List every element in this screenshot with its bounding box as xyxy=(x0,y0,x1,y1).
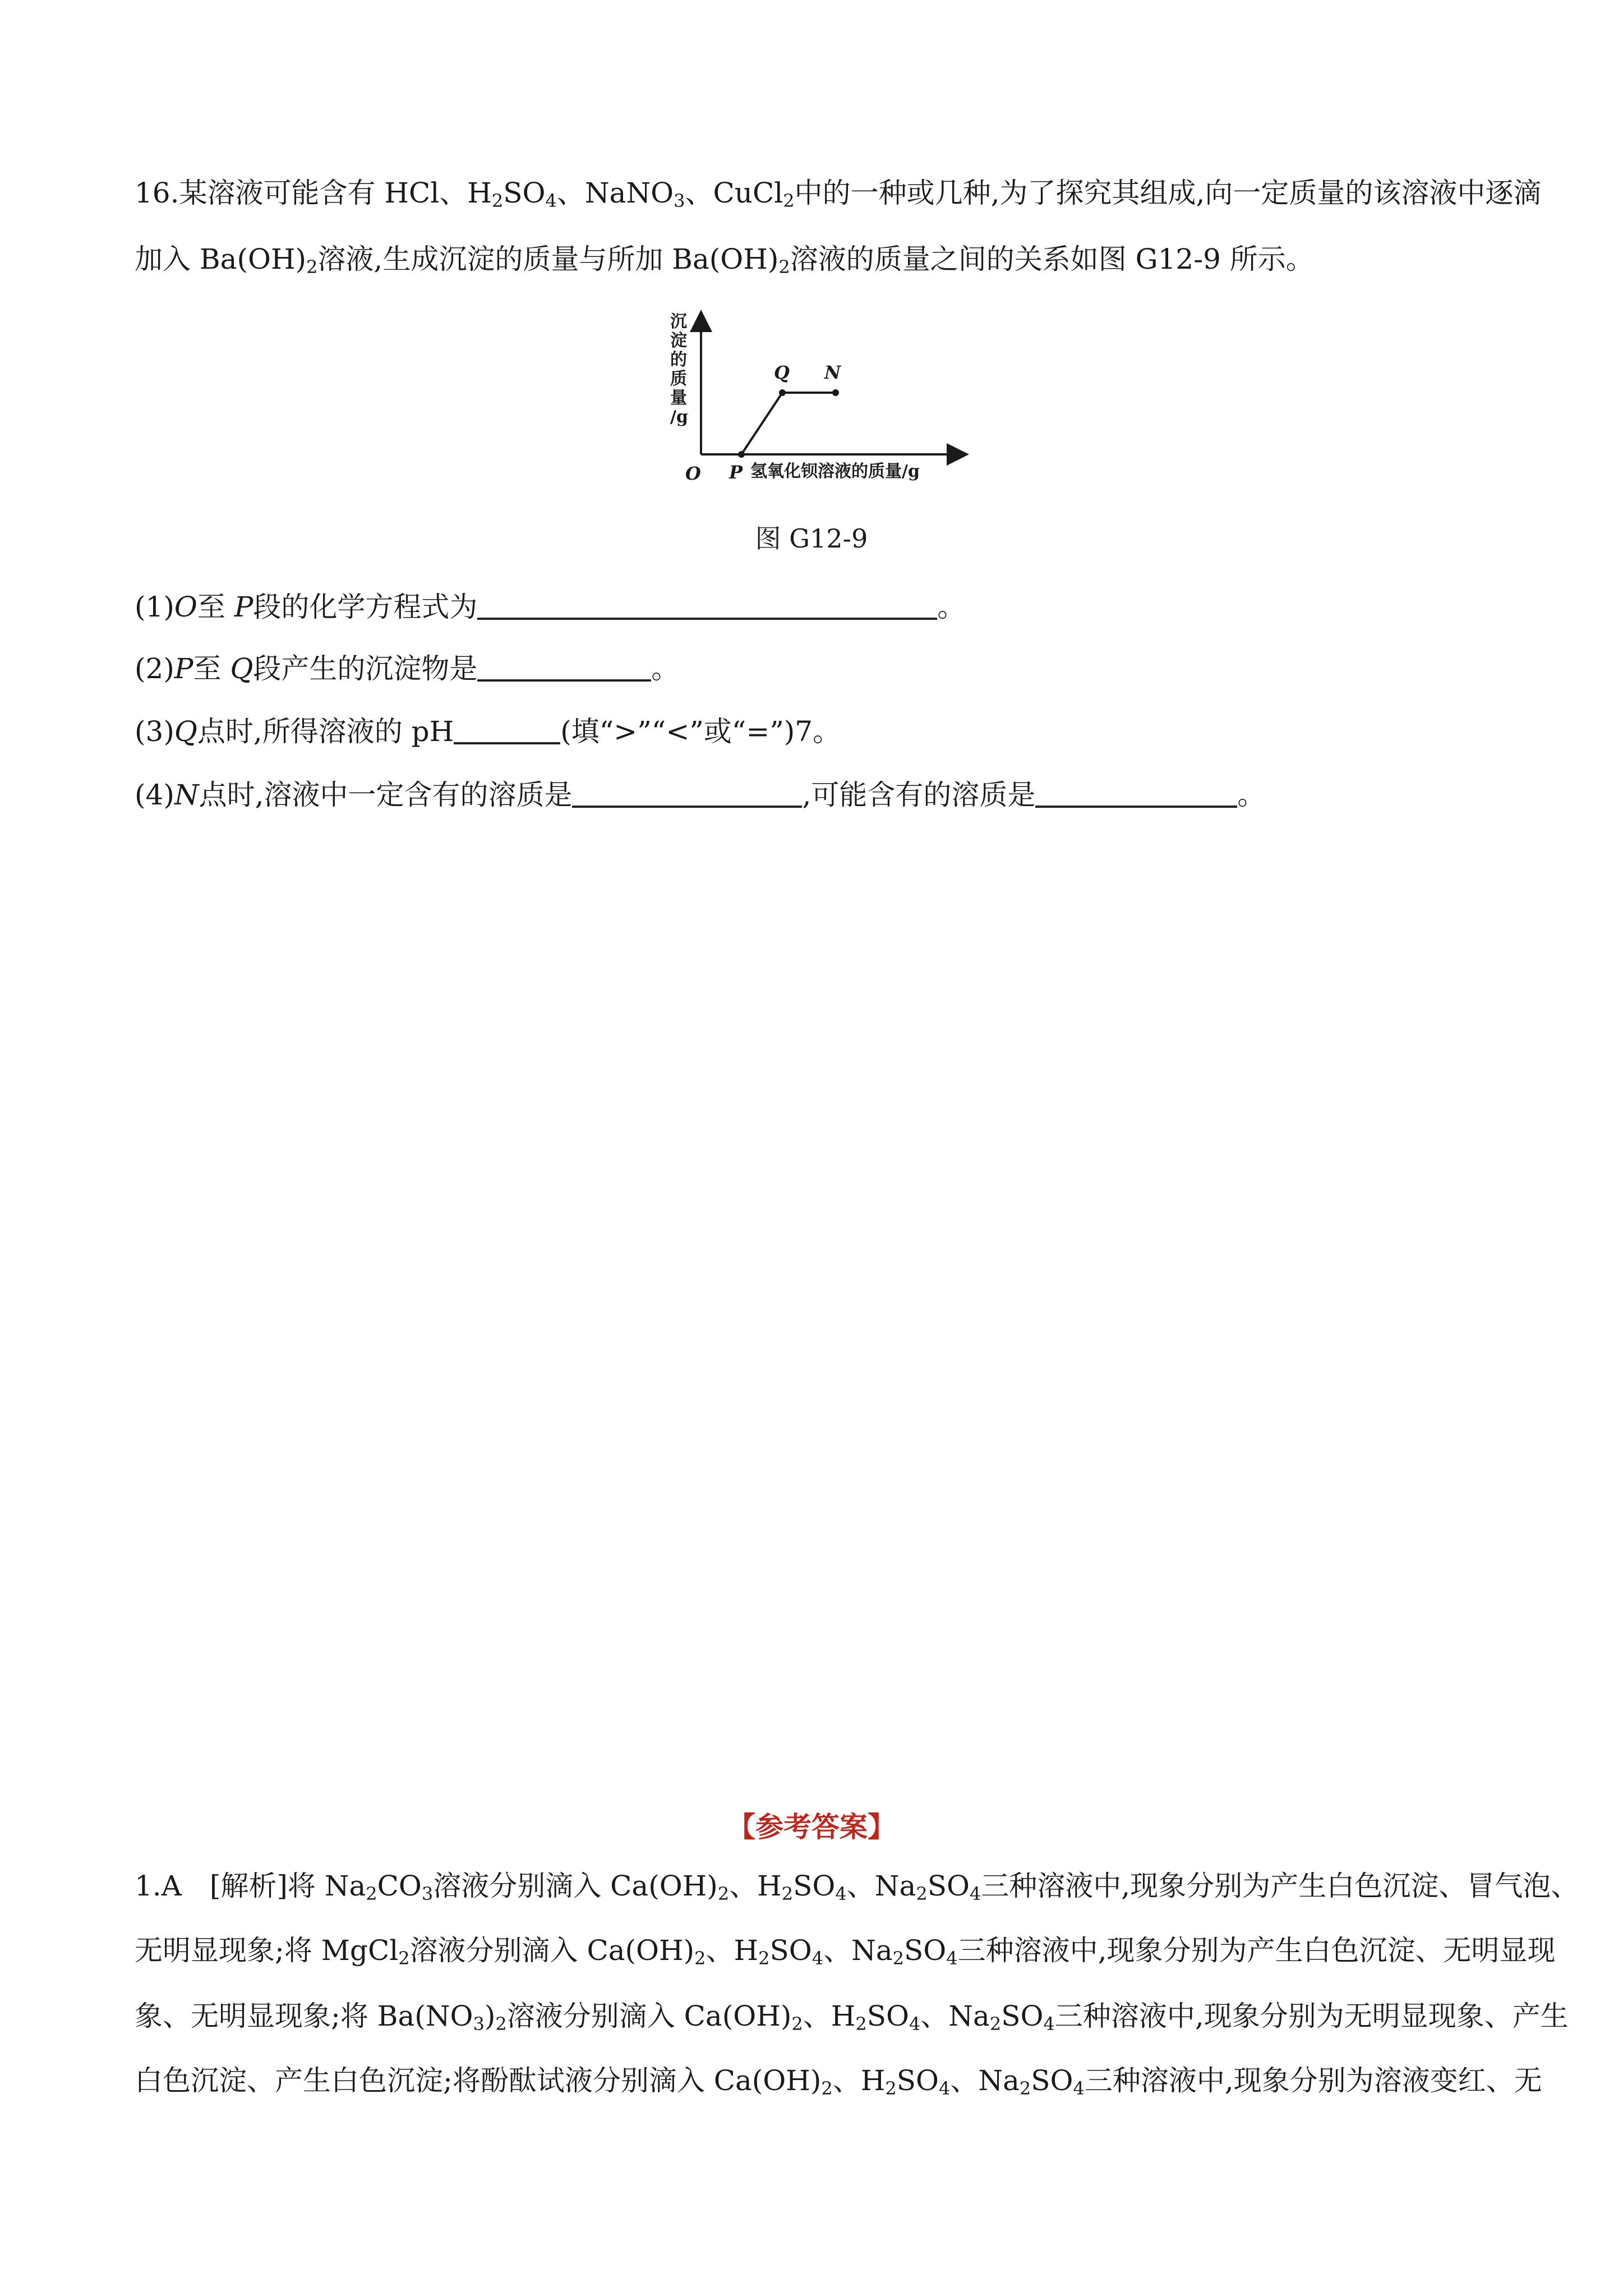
origin-label: O xyxy=(685,463,701,484)
answer-line-1: 1.A [解析]将 $Na_2CO_3$溶液分别滴入 $Ca(OH)_2$、$H_2SO_4$、$Na_2SO_4$三种溶液中,现象分别为产生白色沉淀、冒气泡、 xyxy=(135,1870,1579,1904)
answer-blank-1[interactable] xyxy=(477,593,937,620)
precipitate-graph xyxy=(656,306,970,491)
x-axis-label: 氢氧化钡溶液的质量/g xyxy=(750,462,920,481)
answer-line-4: 白色沉淀、产生白色沉淀;将酚酞试液分别滴入 $Ca(OH)_2$、$H_2SO_4$、$Na_2SO_4$三种溶液中,现象分别为溶液变红、无 xyxy=(135,2064,1542,2099)
y-axis-label-char: 的 xyxy=(670,350,687,370)
sub-question-1: (1)O至 P段的化学方程式为 。 xyxy=(135,591,966,623)
point-q-label: Q xyxy=(774,362,790,383)
data-line xyxy=(741,393,836,454)
point-n-label: N xyxy=(824,362,841,383)
y-axis-label-char: 质 xyxy=(670,369,687,389)
answers-title: 【参考答案】 xyxy=(727,1811,896,1843)
question-line-1: 16.某溶液可能含有 HCl、$H_2SO_4$、NaNO$_3$、CuCl$_2$中的一种或几种,为了探究其组成,向一定质量的该溶液中逐滴 xyxy=(135,177,1542,211)
y-axis-label-char: 量 xyxy=(670,388,687,408)
figure-caption: 图 G12-9 xyxy=(755,523,868,554)
point-p-marker xyxy=(738,451,745,458)
question-line-2: 加入 $Ba(OH)_2$溶液,生成沉淀的质量与所加 $Ba(OH)_2$溶液的质量之间的关系如图 G12-9 所示。 xyxy=(135,243,1314,278)
sub-question-2: (2)P至 Q段产生的沉淀物是 。 xyxy=(135,652,680,685)
answer-blank-4b[interactable] xyxy=(1035,781,1237,808)
answer-blank-4a[interactable] xyxy=(572,781,802,808)
point-q-marker xyxy=(779,389,786,396)
point-n-marker xyxy=(832,389,839,396)
y-axis-label-char: /g xyxy=(670,407,688,427)
y-axis-label-char: 淀 xyxy=(670,331,687,351)
answer-line-3: 象、无明显现象;将 $Ba(NO_3)_2$溶液分别滴入 $Ca(OH)_2$、$H_2SO_4$、$Na_2SO_4$三种溶液中,现象分别为无明显现象、产生 xyxy=(135,2000,1569,2035)
question-number: 16. xyxy=(135,177,179,209)
y-axis-label-char: 沉 xyxy=(670,312,687,332)
answer-blank-3[interactable] xyxy=(454,717,560,744)
point-p-label: P xyxy=(729,462,743,483)
sub-question-3: (3)Q点时,所得溶液的 pH (填“>”“<”或“=”)7。 xyxy=(135,715,841,748)
answer-line-2: 无明显现象;将 MgCl$_2$溶液分别滴入 $Ca(OH)_2$、$H_2SO_4$、$Na_2SO_4$三种溶液中,现象分别为产生白色沉淀、无明显现 xyxy=(135,1934,1556,1969)
sub-question-4: (4)N点时,溶液中一定含有的溶质是 ,可能含有的溶质是 。 xyxy=(135,779,1266,811)
answer-blank-2[interactable] xyxy=(477,655,651,682)
